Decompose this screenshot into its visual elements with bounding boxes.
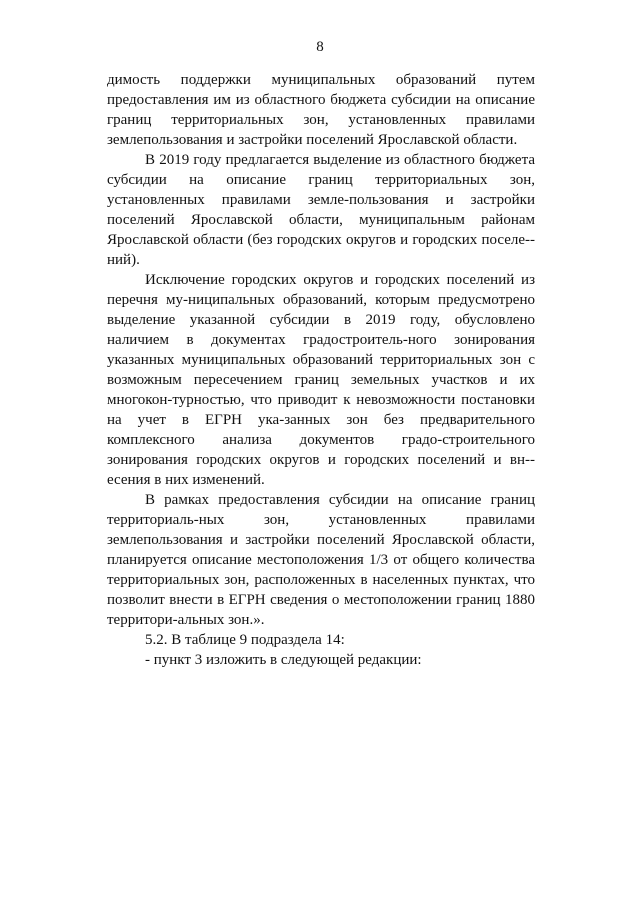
paragraph-table-9: 5.2. В таблице 9 подраздела 14: — [145, 632, 345, 648]
document-body — [107, 70, 535, 670]
paragraph-exclusion: Исключение городских округов и городских поселений из перечня му-ниципальных образований, которым предусмотрено выделение указанной субсидии в 2019 году, обусловлено наличием в документах градостроитель-ного зонирования указанных муниципальных образований территориальных зон с возможным пересечением границ земельных участков и их многокон-турностью, что приводит к невозможности постановки на учет в ЕГРН ука-занных зон без предварительного комплексного анализа документов градо-строительного зонирования городских округов и городских поселений и вн-есения в них изменений. — [107, 272, 535, 488]
paragraph-item-3: - пункт 3 изложить в следующей редакции: — [145, 652, 422, 668]
paragraph-continuation: димость поддержки муниципальных образований путем предоставления им из областного бюджета субсидии на описание границ территориальных зон, установленных правилами землепользования и застройки поселений Ярославской области. — [107, 72, 535, 148]
paragraph-2019-subsidy: В 2019 году предлагается выделение из областного бюджета субсидии на описание границ территориальных зон, установленных правилами земле-пользования и застройки поселений Ярославской области, муниципальным районам Ярославской области (без городских округов и городских поселе-ний). — [107, 152, 535, 268]
page-number: 8 — [316, 39, 324, 55]
paragraph-subsidy-description: В рамках предоставления субсидии на описание границ территориаль-ных зон, установленных правилами землепользования и застройки поселений Ярославской области, планируется описание местоположения 1/3 от общего количества территориальных зон, расположенных в населенных пунктах, что позволит внести в ЕГРН сведения о местоположении границ 1880 территори-альных зон.». — [107, 492, 535, 628]
